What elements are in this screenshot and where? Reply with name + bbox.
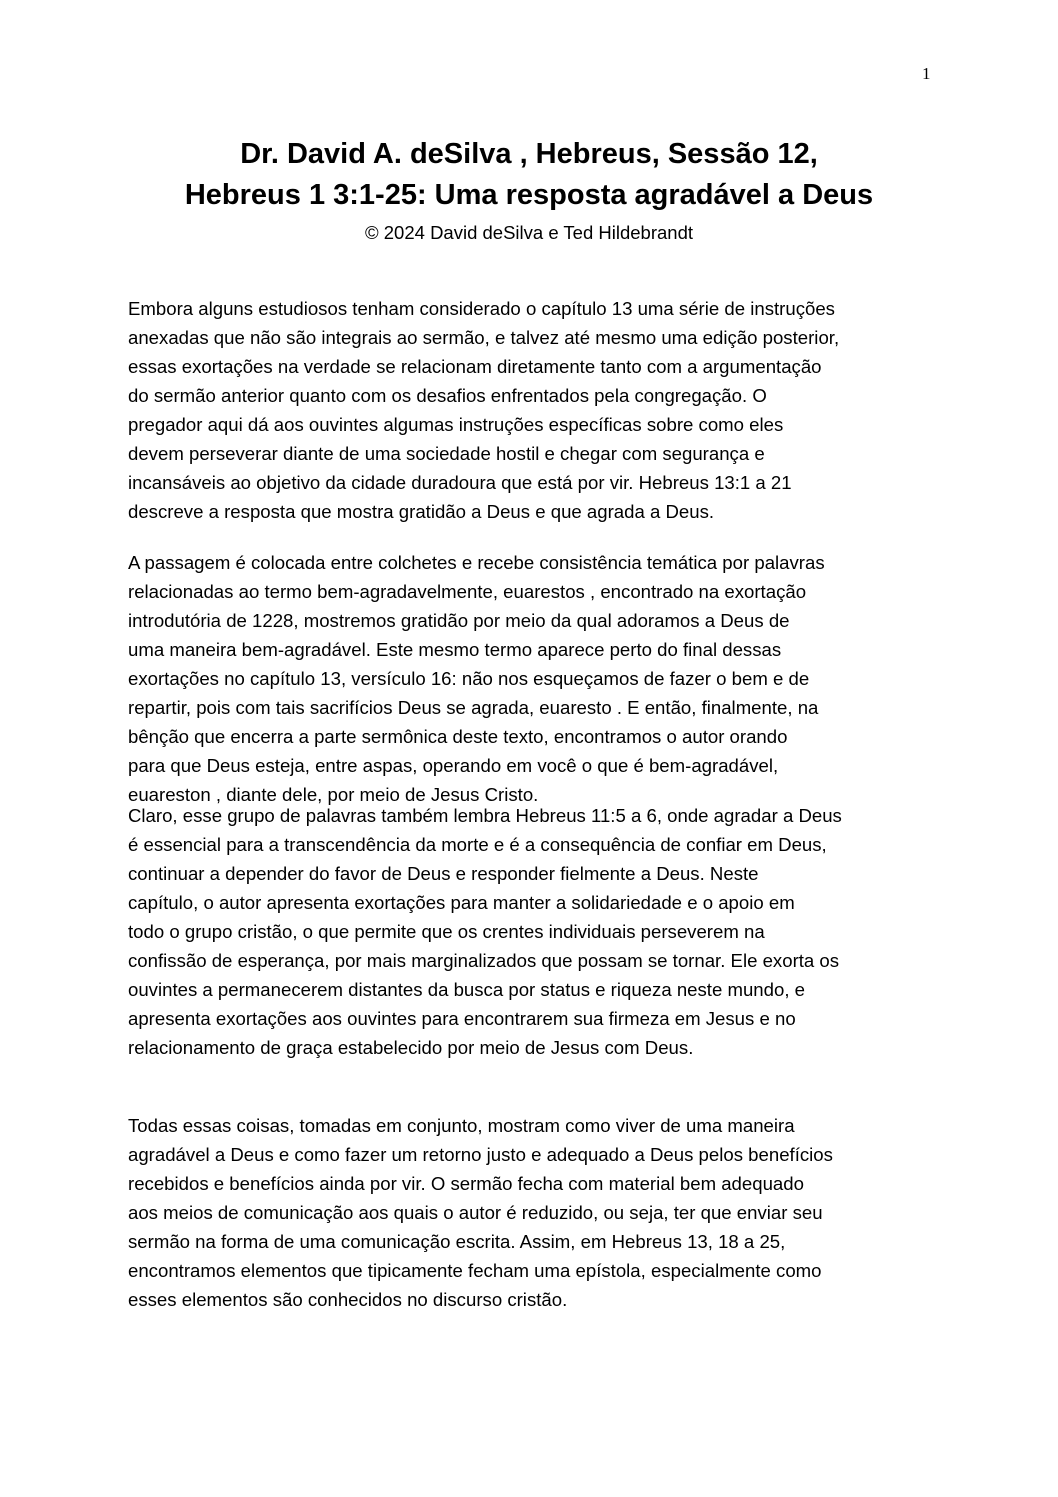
- paragraph-line: introdutória de 1228, mostremos gratidão por meio da qual adoramos a Deus de: [128, 610, 790, 631]
- paragraph: [128, 548, 825, 809]
- paragraph: [128, 1111, 833, 1314]
- paragraph-line: descreve a resposta que mostra gratidão a Deus e que agrada a Deus.: [128, 501, 715, 522]
- paragraph-line: repartir, pois com tais sacrifícios Deus se agrada, euaresto . E então, finalmente, na: [128, 697, 819, 718]
- document-title-line-2: Hebreus 1 3:1-25: Uma resposta agradável a Deus: [184, 179, 874, 211]
- paragraph-line: devem perseverar diante de uma sociedade hostil e chegar com segurança e: [128, 443, 765, 464]
- paragraph: [128, 801, 842, 1062]
- paragraph-line: A passagem é colocada entre colchetes e recebe consistência temática por palavras: [128, 552, 825, 573]
- paragraph: [128, 294, 839, 526]
- paragraph-line: aos meios de comunicação aos quais o autor é reduzido, ou seja, ter que enviar seu: [128, 1202, 823, 1223]
- paragraph-line: capítulo, o autor apresenta exortações para manter a solidariedade e o apoio em: [128, 892, 795, 913]
- document-title-line-1: Dr. David A. deSilva , Hebreus, Sessão 12,: [240, 138, 818, 170]
- paragraph-line: esses elementos são conhecidos no discurso cristão.: [128, 1289, 568, 1310]
- paragraph-line: anexadas que não são integrais ao sermão, e talvez até mesmo uma edição posterior,: [128, 327, 840, 348]
- paragraph-line: Todas essas coisas, tomadas em conjunto, mostram como viver de uma maneira: [128, 1115, 795, 1136]
- copyright-notice: © 2024 David deSilva e Ted Hildebrandt: [365, 222, 693, 243]
- paragraph-line: é essencial para a transcendência da morte e é a consequência de confiar em Deus,: [128, 834, 827, 855]
- paragraph-line: agradável a Deus e como fazer um retorno justo e adequado a Deus pelos benefícios: [128, 1144, 833, 1165]
- paragraph-line: recebidos e benefícios ainda por vir. O sermão fecha com material bem adequado: [128, 1173, 804, 1194]
- paragraph-line: ouvintes a permanecerem distantes da busca por status e riqueza neste mundo, e: [128, 979, 806, 1000]
- paragraph-line: relacionadas ao termo bem-agradavelmente, euarestos , encontrado na exortação: [128, 581, 807, 602]
- paragraph-line: para que Deus esteja, entre aspas, operando em você o que é bem-agradável,: [128, 755, 779, 776]
- paragraph-line: todo o grupo cristão, o que permite que os crentes individuais perseverem na: [128, 921, 765, 942]
- paragraph-line: relacionamento de graça estabelecido por meio de Jesus com Deus.: [128, 1037, 694, 1058]
- paragraph-line: bênção que encerra a parte sermônica deste texto, encontramos o autor orando: [128, 726, 788, 747]
- paragraph-line: encontramos elementos que tipicamente fecham uma epístola, especialmente como: [128, 1260, 822, 1281]
- paragraph-line: euareston , diante dele, por meio de Jesus Cristo.: [128, 784, 539, 805]
- paragraph-line: Embora alguns estudiosos tenham considerado o capítulo 13 uma série de instruções: [128, 298, 835, 319]
- paragraph-line: uma maneira bem-agradável. Este mesmo termo aparece perto do final dessas: [128, 639, 782, 660]
- paragraph-line: continuar a depender do favor de Deus e responder fielmente a Deus. Neste: [128, 863, 759, 884]
- paragraph-line: incansáveis ao objetivo da cidade duradoura que está por vir. Hebreus 13:1 a 21: [128, 472, 792, 493]
- paragraph-line: confissão de esperança, por mais marginalizados que possam se tornar. Ele exorta os: [128, 950, 840, 971]
- paragraph-line: sermão na forma de uma comunicação escrita. Assim, em Hebreus 13, 18 a 25,: [128, 1231, 786, 1252]
- paragraph-line: do sermão anterior quanto com os desafios enfrentados pela congregação. O: [128, 385, 767, 406]
- paragraph-line: Claro, esse grupo de palavras também lembra Hebreus 11:5 a 6, onde agradar a Deus: [128, 805, 842, 826]
- paragraph-line: pregador aqui dá aos ouvintes algumas instruções específicas sobre como eles: [128, 414, 784, 435]
- paragraph-line: exortações no capítulo 13, versículo 16: não nos esqueçamos de fazer o bem e de: [128, 668, 810, 689]
- paragraph-line: apresenta exortações aos ouvintes para encontrarem sua firmeza em Jesus e no: [128, 1008, 796, 1029]
- page-number: 1: [922, 64, 931, 83]
- paragraph-line: essas exortações na verdade se relacionam diretamente tanto com a argumentação: [128, 356, 822, 377]
